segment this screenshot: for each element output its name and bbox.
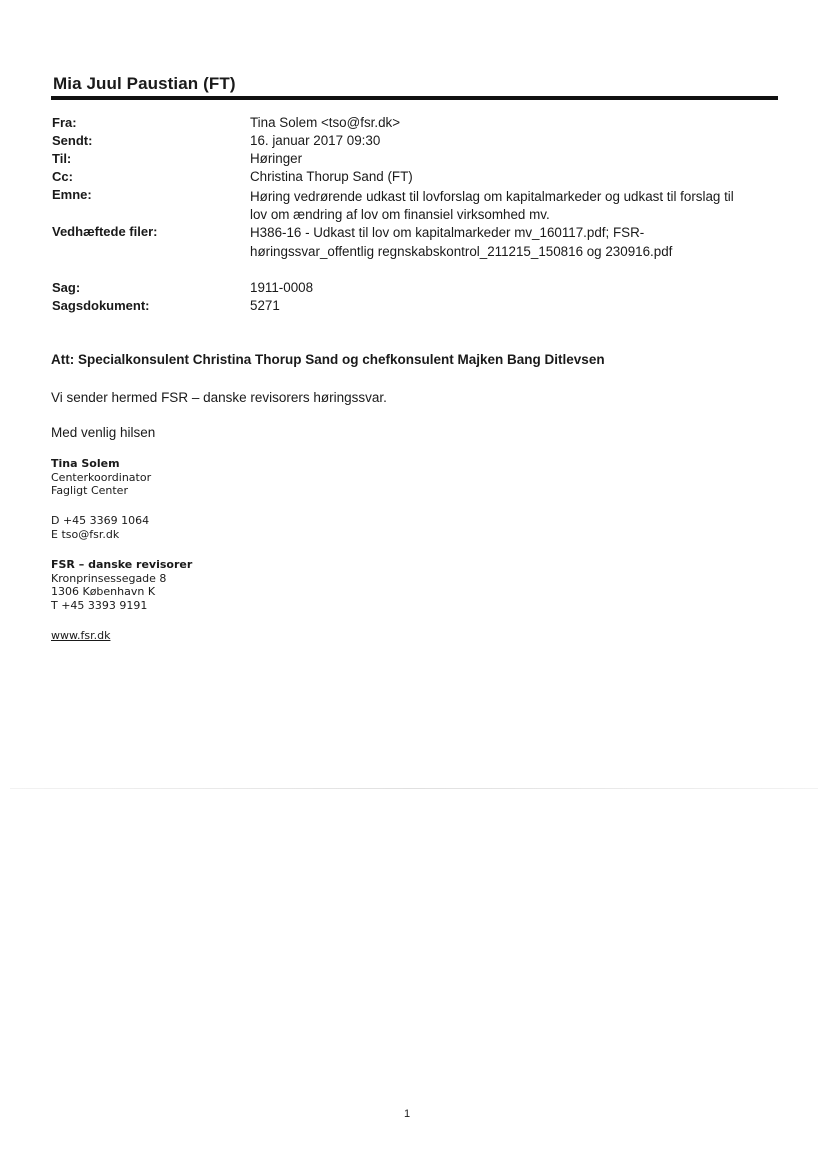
sent-label: Sendt: [52,133,93,148]
case-document-label: Sagsdokument: [52,298,150,313]
signature-department: Fagligt Center [51,484,128,498]
case-value: 1911-0008 [250,280,314,295]
signature-phone: D +45 3369 1064 [51,514,150,527]
case-document-value: 5271 [250,298,280,313]
page-title: Mia Juul Paustian (FT) [53,74,236,93]
signature-street: Kronprinsessegade 8 [51,571,167,585]
closing-text: Med venlig hilsen [51,425,156,440]
subject-label: Emne: [52,187,92,202]
from-label: Fra: [52,115,77,130]
message-text: Vi sender hermed FSR – danske revisorers høringssvar. [51,390,387,405]
signature-role: Centerkoordinator [51,470,152,484]
attention-line: Att: Specialkonsulent Christina Thorup Sand og chefkonsulent Majken Bang Ditlevsen [51,352,605,367]
page-number: 1 [404,1108,411,1120]
cc-value: Christina Thorup Sand (FT) [250,169,413,184]
to-value: Høringer [250,151,303,166]
signature-block-person [51,457,151,498]
attachments-line-1: H386-16 - Udkast til lov om kapitalmarkeder mv_160117.pdf; FSR- [250,225,645,240]
subject-line-1: Høring vedrørende udkast til lovforslag om kapitalmarkeder og udkast til forslag til [250,189,734,204]
signature-block-org [51,558,192,612]
signature-org-phone: T +45 3393 9191 [51,598,148,612]
sent-value: 16. januar 2017 09:30 [250,133,381,148]
scan-artifact-line [10,788,818,789]
website-link[interactable]: www.fsr.dk [51,629,111,642]
attachments-line-2: høringssvar_offentlig regnskabskontrol_211215_150816 og 230916.pdf [250,244,673,259]
signature-org: FSR – danske revisorer [51,558,193,571]
signature-city: 1306 København K [51,585,156,599]
case-label: Sag: [52,280,81,295]
to-label: Til: [52,151,72,166]
from-value: Tina Solem <tso@fsr.dk> [250,115,401,130]
title-divider [51,96,778,100]
signature-block-contact [51,514,149,541]
cc-label: Cc: [52,169,73,184]
subject-line-2: lov om ændring af lov om finansiel virksomhed mv. [250,207,550,222]
signature-email: E tso@fsr.dk [51,527,120,541]
signature-name: Tina Solem [51,457,120,470]
attachments-label: Vedhæftede filer: [52,224,158,239]
